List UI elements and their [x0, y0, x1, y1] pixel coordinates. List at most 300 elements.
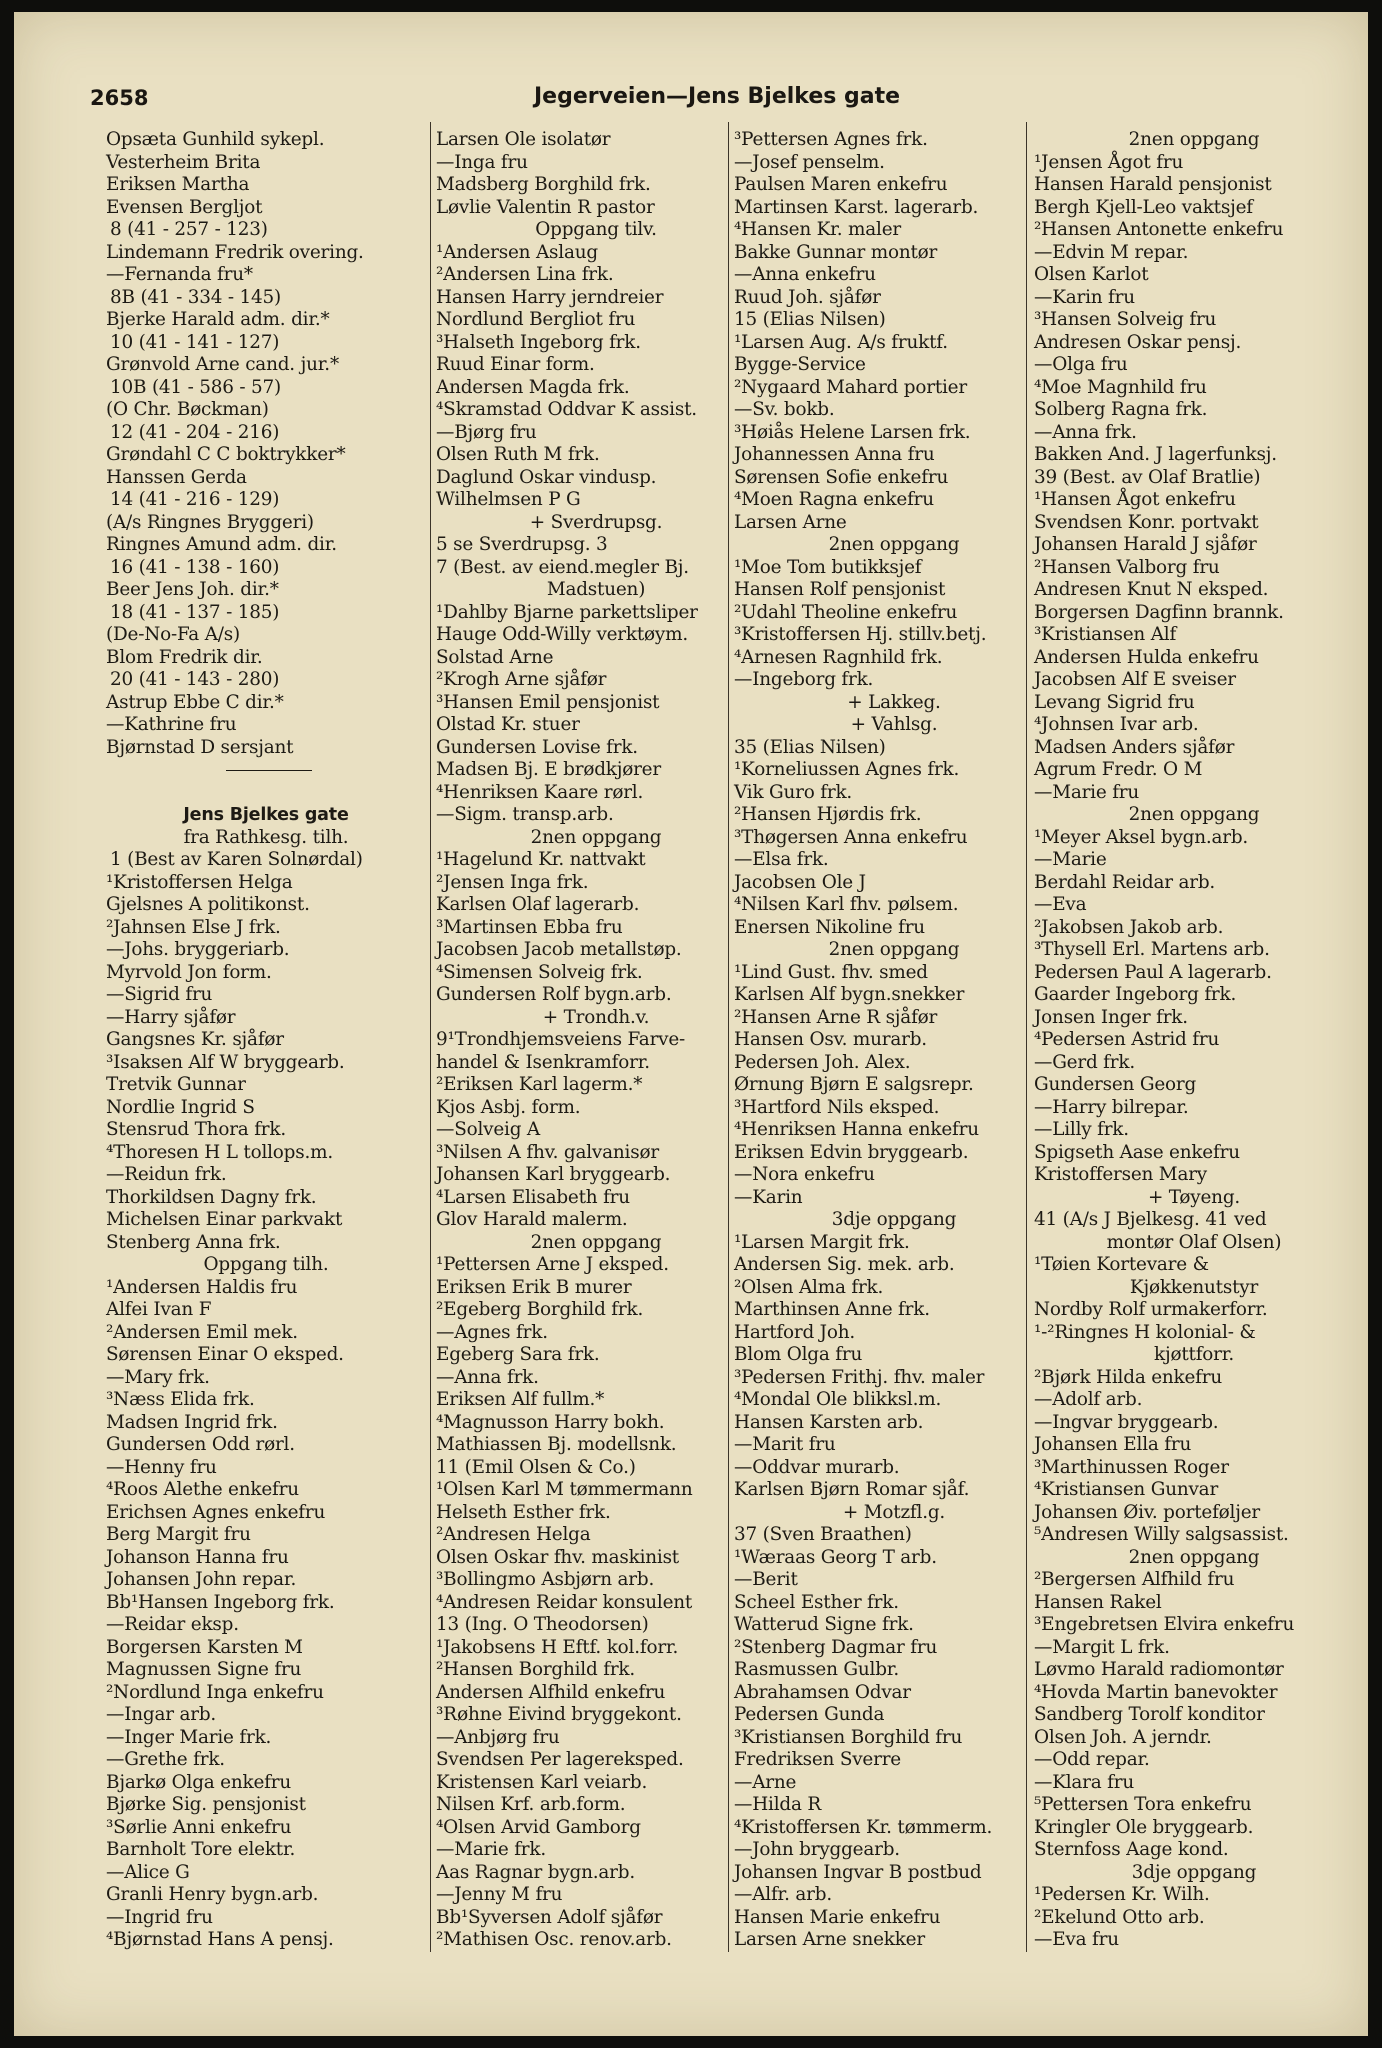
directory-entry: 7 (Best. av eiend.megler Bj.: [436, 556, 689, 578]
directory-entry: —Marit fru: [734, 1434, 836, 1455]
directory-entry: Daglund Oskar vindusp.: [436, 466, 657, 488]
directory-entry: Olsen Karlot: [1034, 264, 1149, 285]
directory-entry: ³Thøgersen Anna enkefru: [734, 826, 968, 848]
directory-entry: ³Kristiansen Borghild fru: [734, 1726, 963, 1748]
directory-entry: ⁴Moe Magnhild fru: [1034, 376, 1207, 398]
directory-entry: 11 (Emil Olsen & Co.): [436, 1456, 636, 1478]
directory-entry: ⁴Kristoffersen Kr. tømmerm.: [734, 1816, 993, 1838]
directory-entry: ¹Lind Gust. fhv. smed: [734, 961, 928, 983]
directory-entry: ⁴Thoresen H L tollops.m.: [106, 1141, 334, 1163]
directory-entry: 18 (41 - 137 - 185): [110, 601, 280, 623]
directory-entry: 12 (41 - 204 - 216): [110, 421, 280, 443]
directory-entry: ⁴Henriksen Hanna enkefru: [734, 1119, 979, 1140]
directory-entry: ¹Tøien Kortevare &: [1034, 1254, 1209, 1275]
directory-entry: ²Andersen Lina frk.: [436, 264, 614, 285]
directory-entry: ¹Andersen Aslaug: [436, 241, 598, 263]
directory-entry: Bakke Gunnar montør: [734, 241, 938, 263]
directory-entry: Bjerke Harald adm. dir.*: [106, 309, 330, 330]
directory-entry: 2nen oppgang: [530, 826, 662, 848]
directory-entry: 3dje oppgang: [831, 1209, 957, 1230]
directory-entry: ⁴Hovda Martin banevokter: [1034, 1681, 1278, 1703]
directory-entry: Hansen Marie enkefru: [734, 1906, 941, 1928]
directory-entry: [106, 759, 426, 782]
directory-entry: ⁴Andresen Reidar konsulent: [436, 1591, 693, 1613]
directory-entry: Kristoffersen Mary: [1034, 1164, 1207, 1185]
directory-entry: ⁴Bjørnstad Hans A pensj.: [106, 1929, 334, 1950]
directory-entry: Alfei Ivan F: [106, 1299, 212, 1320]
directory-entry: —Sv. bokb.: [734, 399, 835, 420]
column-divider: [430, 122, 431, 1952]
directory-entry: ⁴Nilsen Karl fhv. pølsem.: [734, 894, 959, 915]
directory-entry: Gangsnes Kr. sjåfør: [106, 1029, 284, 1050]
directory-entry: ³Bollingmo Asbjørn arb.: [436, 1569, 655, 1590]
directory-entry: ¹Pettersen Arne J eksped.: [436, 1254, 669, 1275]
directory-entry: 9¹Trondhjemsveiens Farve-: [436, 1029, 686, 1050]
directory-entry: ³Pedersen Frithj. fhv. maler: [734, 1366, 985, 1388]
directory-entry: Sternfoss Aage kond.: [1034, 1839, 1229, 1860]
directory-entry: ¹Hansen Ågot enkefru: [1034, 489, 1236, 510]
directory-entry: Oppgang tilh.: [203, 1254, 329, 1275]
directory-entry: Bjørnstad D sersjant: [106, 736, 294, 758]
directory-entry: Nordby Rolf urmakerforr.: [1034, 1299, 1268, 1320]
column-1: [106, 129, 426, 1952]
directory-entry: ⁴Moen Ragna enkefru: [734, 489, 934, 510]
directory-entry: ²Nordlund Inga enkefru: [106, 1681, 324, 1703]
directory-entry: Eriksen Martha: [106, 174, 250, 195]
directory-entry: ⁴Skramstad Oddvar K assist.: [436, 399, 697, 420]
directory-entry: + Motzfl.g.: [842, 1501, 946, 1523]
directory-entry: ¹Kristoffersen Helga: [106, 871, 293, 893]
directory-entry: Tretvik Gunnar: [106, 1074, 246, 1095]
directory-entry: ⁴Mondal Ole blikksl.m.: [734, 1389, 942, 1410]
directory-entry: Madsen Bj. E brødkjører: [436, 759, 661, 780]
directory-entry: ³Hartford Nils eksped.: [734, 1096, 940, 1118]
directory-entry: Bb¹Hansen Ingeborg frk.: [106, 1591, 335, 1613]
directory-entry: kjøttforr.: [1154, 1344, 1234, 1365]
directory-entry: Kristensen Karl veiarb.: [436, 1771, 648, 1793]
directory-entry: Jacobsen Alf E sveiser: [1034, 669, 1236, 690]
directory-entry: —Sigm. transp.arb.: [436, 804, 614, 825]
directory-entry: Johansen John repar.: [106, 1569, 297, 1590]
directory-entry: ¹Meyer Aksel bygn.arb.: [1034, 826, 1249, 848]
directory-entry: Olsen Ruth M frk.: [436, 444, 600, 465]
directory-entry: Løvlie Valentin R pastor: [436, 196, 655, 218]
directory-entry: 3dje oppgang: [1131, 1861, 1257, 1883]
directory-entry: Sørensen Einar O eksped.: [106, 1344, 344, 1365]
directory-entry: 8B (41 - 334 - 145): [110, 286, 282, 308]
directory-entry: ²Stenberg Dagmar fru: [734, 1636, 938, 1658]
directory-entry: Hansen Harry jerndreier: [436, 286, 664, 308]
directory-entry: ⁵Andresen Willy salgsassist.: [1034, 1524, 1289, 1545]
directory-entry: Glov Harald malerm.: [436, 1209, 628, 1230]
directory-entry: ³Pettersen Agnes frk.: [734, 129, 928, 150]
directory-entry: Evensen Bergljot: [106, 196, 263, 218]
directory-entry: ³Kristoffersen Hj. stillv.betj.: [734, 624, 987, 645]
directory-entry: Gundersen Odd rørl.: [106, 1434, 295, 1455]
directory-entry: Svendsen Konr. portvakt: [1034, 511, 1259, 533]
directory-entry: 2nen oppgang: [828, 534, 960, 555]
directory-entry: Borgersen Dagfinn brannk.: [1034, 601, 1284, 623]
directory-entry: Vesterheim Brita: [106, 151, 261, 173]
directory-entry: ²Hansen Antonette enkefru: [1034, 219, 1284, 240]
directory-entry: ¹Larsen Aug. A/s fruktf.: [734, 331, 948, 353]
directory-entry: ²Bjørk Hilda enkefru: [1034, 1366, 1223, 1388]
directory-entry: ⁴Hansen Kr. maler: [734, 219, 901, 240]
directory-entry: Myrvold Jon form.: [106, 961, 272, 983]
directory-entry: ¹Pedersen Kr. Wilh.: [1034, 1884, 1210, 1905]
directory-entry: Johansen Ella fru: [1034, 1434, 1192, 1455]
column-3: [734, 129, 1054, 1952]
directory-entry: —Harry sjåfør: [106, 1006, 236, 1028]
directory-entry: Ruud Joh. sjåfør: [734, 286, 881, 308]
directory-entry: —Anna enkefru: [734, 264, 876, 285]
directory-entry: —Josef penselm.: [734, 151, 885, 173]
directory-entry: 14 (41 - 216 - 129): [110, 489, 280, 510]
directory-entry: ¹Jakobsens H Eftf. kol.forr.: [436, 1636, 679, 1658]
directory-entry: —Nora enkefru: [734, 1164, 875, 1185]
directory-entry: Scheel Esther frk.: [734, 1591, 899, 1613]
directory-entry: Lindemann Fredrik overing.: [106, 241, 364, 263]
directory-entry: —Edvin M repar.: [1034, 241, 1189, 263]
directory-entry: Agrum Fredr. O M: [1034, 759, 1203, 780]
directory-entry: ⁴Pedersen Astrid fru: [1034, 1029, 1220, 1050]
directory-entry: —Bjørg fru: [436, 421, 537, 443]
directory-entry: 37 (Sven Braathen): [734, 1524, 912, 1545]
directory-entry: Madsberg Borghild frk.: [436, 174, 651, 195]
directory-entry: —Agnes frk.: [436, 1321, 548, 1343]
directory-entry: ²Hansen Hjørdis frk.: [734, 804, 922, 825]
directory-entry: Larsen Ole isolatør: [436, 129, 611, 150]
directory-entry: Pedersen Joh. Alex.: [734, 1051, 911, 1073]
directory-entry: Bygge-Service: [734, 354, 866, 375]
directory-entry: Jens Bjelkes gate: [183, 805, 349, 825]
directory-entry: Olsen Oskar fhv. maskinist: [436, 1546, 680, 1568]
directory-entry: ¹Dahlby Bjarne parkettsliper: [436, 601, 698, 623]
directory-entry: ²Hansen Valborg fru: [1034, 556, 1220, 578]
directory-entry: 15 (Elias Nilsen): [734, 309, 886, 330]
directory-entry: ³Røhne Eivind bryggekont.: [436, 1704, 682, 1725]
directory-entry: Grøndahl C C boktrykker*: [106, 444, 346, 465]
directory-entry: —Klara fru: [1034, 1771, 1135, 1793]
directory-entry: Wilhelmsen P G: [436, 489, 581, 510]
directory-entry: + Vahlsg.: [850, 714, 938, 735]
directory-entry: Opsæta Gunhild sykepl.: [106, 129, 325, 150]
directory-entry: Watterud Signe frk.: [734, 1614, 914, 1635]
directory-entry: —Hilda R: [734, 1794, 822, 1815]
directory-entry: ³Martinsen Ebba fru: [436, 916, 623, 938]
directory-entry: Ruud Einar form.: [436, 354, 595, 375]
directory-entry: Pedersen Paul A lagerarb.: [1034, 961, 1272, 983]
directory-entry: —Inga fru: [436, 151, 528, 173]
directory-entry: Rasmussen Gulbr.: [734, 1659, 900, 1680]
directory-entry: Michelsen Einar parkvakt: [106, 1209, 343, 1230]
directory-entry: ⁴Arnesen Ragnhild frk.: [734, 646, 943, 668]
directory-entry: + Tøyeng.: [1147, 1186, 1241, 1208]
directory-entry: 10B (41 - 586 - 57): [110, 376, 282, 398]
directory-entry: Andersen Hulda enkefru: [1034, 646, 1259, 668]
directory-entry: Gjelsnes A politikonst.: [106, 894, 310, 915]
directory-entry: —Alice G: [106, 1861, 190, 1883]
directory-entry: —Johs. bryggeriarb.: [106, 939, 290, 960]
directory-entry: —Anna frk.: [436, 1366, 539, 1388]
directory-entry: 10 (41 - 141 - 127): [110, 331, 280, 353]
directory-entry: ³Isaksen Alf W bryggearb.: [106, 1051, 345, 1073]
directory-entry: —Ingvar bryggearb.: [1034, 1411, 1219, 1433]
directory-entry: Johannessen Anna fru: [734, 444, 935, 465]
directory-entry: ²Udahl Theoline enkefru: [734, 601, 958, 623]
directory-entry: Bb¹Syversen Adolf sjåfør: [436, 1906, 663, 1928]
directory-entry: Jacobsen Ole J: [734, 871, 866, 893]
directory-entry: ²Nygaard Mahard portier: [734, 376, 967, 398]
directory-entry: 2nen oppgang: [828, 939, 960, 960]
directory-entry: Hansen Rakel: [1034, 1591, 1162, 1613]
directory-entry: 1 (Best av Karen Solnørdal): [110, 849, 363, 870]
directory-entry: Berg Margit fru: [106, 1524, 251, 1545]
directory-entry: 5 se Sverdrupsg. 3: [436, 534, 608, 555]
directory-entry: ¹-²Ringnes H kolonial- &: [1034, 1321, 1256, 1343]
directory-entry: ²Hansen Arne R sjåfør: [734, 1006, 938, 1028]
directory-entry: Magnussen Signe fru: [106, 1659, 302, 1680]
directory-entry: Hansen Harald pensjonist: [1034, 174, 1272, 195]
directory-entry: ²Hansen Borghild frk.: [436, 1659, 635, 1680]
directory-entry: ⁴Olsen Arvid Gamborg: [436, 1816, 641, 1838]
directory-entry: Johanson Hanna fru: [106, 1546, 289, 1568]
directory-entry: (De-No-Fa A/s): [106, 624, 241, 645]
directory-entry: Løvmo Harald radiomontør: [1034, 1659, 1284, 1680]
directory-entry: Erichsen Agnes enkefru: [106, 1501, 326, 1523]
directory-entry: Hansen Osv. murarb.: [734, 1029, 927, 1050]
directory-entry: 35 (Elias Nilsen): [734, 736, 886, 758]
directory-entry: Madsen Anders sjåfør: [1034, 736, 1235, 758]
directory-entry: Andresen Oskar pensj.: [1034, 331, 1242, 353]
directory-entry: Nordlie Ingrid S: [106, 1096, 255, 1118]
directory-entry: Johansen Harald J sjåfør: [1034, 534, 1257, 555]
directory-entry: —Solveig A: [436, 1119, 540, 1140]
directory-entry: —Ingrid fru: [106, 1906, 213, 1928]
directory-entry: ²Jahnsen Else J frk.: [106, 916, 281, 938]
page-number: 2658: [90, 86, 149, 110]
directory-entry: Andersen Alfhild enkefru: [436, 1681, 666, 1703]
directory-entry: —Eva fru: [1034, 1929, 1119, 1950]
directory-entry: 39 (Best. av Olaf Bratlie): [1034, 466, 1261, 488]
directory-entry: montør Olaf Olsen): [1106, 1231, 1282, 1253]
directory-entry: 20 (41 - 143 - 280): [110, 669, 280, 690]
directory-entry: Karlsen Alf bygn.snekker: [734, 984, 965, 1005]
directory-entry: ⁴Magnusson Harry bokh.: [436, 1411, 665, 1433]
directory-entry: —Inger Marie frk.: [106, 1726, 272, 1748]
directory-entry: ⁴Larsen Elisabeth fru: [436, 1186, 630, 1208]
directory-entry: Barnholt Tore elektr.: [106, 1839, 296, 1860]
directory-entry: —Ingeborg frk.: [734, 669, 874, 690]
directory-entry: + Sverdrupsg.: [529, 511, 663, 533]
directory-entry: —Karin: [734, 1186, 803, 1208]
directory-entry: —Gerd frk.: [1034, 1051, 1135, 1073]
directory-entry: —Elsa frk.: [734, 849, 829, 870]
directory-entry: ¹Andersen Haldis fru: [106, 1276, 298, 1298]
directory-entry: ³Kristiansen Alf: [1034, 624, 1177, 645]
directory-entry: —Reidar eksp.: [106, 1614, 239, 1635]
directory-entry: Nordlund Bergliot fru: [436, 309, 636, 330]
directory-entry: —John bryggearb.: [734, 1839, 900, 1860]
directory-entry: 41 (A/s J Bjelkesg. 41 ved: [1034, 1209, 1267, 1230]
directory-entry: ⁴Henriksen Kaare rørl.: [436, 781, 644, 803]
directory-entry: Eriksen Erik B murer: [436, 1276, 632, 1298]
directory-entry: Andersen Magda frk.: [436, 376, 630, 398]
directory-entry: ³Marthinussen Roger: [1034, 1456, 1229, 1478]
directory-entry: Paulsen Maren enkefru: [734, 174, 948, 195]
directory-entry: Stensrud Thora frk.: [106, 1119, 286, 1140]
directory-entry: Svendsen Per lagereksped.: [436, 1749, 684, 1770]
directory-entry: —Lilly frk.: [1034, 1119, 1129, 1140]
directory-entry: 8 (41 - 257 - 123): [110, 219, 268, 240]
directory-entry: ¹Wæraas Georg T arb.: [734, 1546, 937, 1568]
directory-entry: Spigseth Aase enkefru: [1034, 1141, 1240, 1163]
column-2: [436, 129, 756, 1952]
directory-entry: Madstuen): [546, 579, 646, 600]
directory-entry: Jonsen Inger frk.: [1034, 1006, 1188, 1028]
directory-entry: —Karin fru: [1034, 286, 1135, 308]
directory-entry: Gundersen Lovise frk.: [436, 736, 638, 758]
directory-entry: Hauge Odd-Willy verktøym.: [436, 624, 688, 645]
directory-page: [14, 12, 1368, 2036]
directory-entry: Larsen Arne snekker: [734, 1929, 925, 1950]
directory-entry: ¹Hagelund Kr. nattvakt: [436, 849, 646, 870]
directory-entry: —Alfr. arb.: [734, 1884, 832, 1905]
directory-entry: Kjos Asbj. form.: [436, 1096, 581, 1118]
directory-entry: Andersen Sig. mek. arb.: [734, 1254, 955, 1275]
directory-entry: 16 (41 - 138 - 160): [110, 556, 280, 578]
directory-entry: Thorkildsen Dagny frk.: [106, 1186, 317, 1208]
directory-entry: 2nen oppgang: [1128, 804, 1260, 825]
directory-entry: Gaarder Ingeborg frk.: [1034, 984, 1237, 1005]
running-head: Jegerveien—Jens Bjelkes gate: [534, 84, 901, 109]
directory-entry: ⁴Kristiansen Gunvar: [1034, 1479, 1219, 1500]
directory-entry: Enersen Nikoline fru: [734, 916, 925, 938]
directory-entry: Oppgang tilv.: [535, 219, 657, 240]
directory-entry: Kjøkkenutstyr: [1129, 1276, 1259, 1298]
directory-entry: Bergh Kjell-Leo vaktsjef: [1034, 196, 1253, 218]
directory-entry: ²Mathisen Osc. renov.arb.: [436, 1929, 672, 1950]
directory-entry: ³Halseth Ingeborg frk.: [436, 331, 641, 353]
directory-entry: —Marie fru: [1034, 781, 1140, 803]
directory-entry: ³Hansen Solveig fru: [1034, 309, 1217, 330]
directory-entry: Vik Guro frk.: [734, 781, 853, 803]
directory-entry: 2nen oppgang: [530, 1231, 662, 1253]
directory-entry: Beer Jens Joh. dir.*: [106, 579, 279, 600]
directory-entry: —Marie: [1034, 849, 1107, 870]
directory-entry: —Anna frk.: [1034, 421, 1137, 443]
directory-entry: Hartford Joh.: [734, 1321, 856, 1343]
directory-entry: Helseth Esther frk.: [436, 1501, 611, 1523]
directory-entry: Aas Ragnar bygn.arb.: [436, 1861, 635, 1883]
directory-entry: —Marie frk.: [436, 1839, 546, 1860]
directory-entry: —Jenny M fru: [436, 1884, 563, 1905]
directory-entry: Solstad Arne: [436, 646, 554, 668]
directory-entry: Borgersen Karsten M: [106, 1636, 303, 1658]
directory-entry: Ørnung Bjørn E salgsrepr.: [734, 1074, 974, 1095]
directory-entry: Hansen Rolf pensjonist: [734, 579, 946, 600]
directory-entry: handel & Isenkramforr.: [436, 1051, 650, 1073]
directory-entry: Marthinsen Anne frk.: [734, 1299, 930, 1320]
directory-entry: Larsen Arne: [734, 511, 847, 533]
directory-entry: Stenberg Anna frk.: [106, 1231, 281, 1253]
directory-entry: ³Hansen Emil pensjonist: [436, 691, 660, 713]
directory-entry: Pedersen Gunda: [734, 1704, 885, 1725]
directory-entry: Blom Fredrik dir.: [106, 646, 263, 668]
directory-entry: ²Jakobsen Jakob arb.: [1034, 916, 1224, 938]
directory-entry: ¹Moe Tom butikksjef: [734, 556, 922, 578]
directory-entry: ³Thysell Erl. Martens arb.: [1034, 939, 1270, 960]
directory-entry: ²Andresen Helga: [436, 1524, 591, 1545]
directory-entry: Bjarkø Olga enkefru: [106, 1771, 291, 1793]
directory-entry: Granli Henry bygn.arb.: [106, 1884, 319, 1905]
directory-entry: Berdahl Reidar arb.: [1034, 871, 1216, 893]
directory-entry: —Henny fru: [106, 1456, 217, 1478]
directory-entry: —Oddvar murarb.: [734, 1456, 900, 1478]
directory-entry: —Olga fru: [1034, 354, 1128, 375]
directory-entry: ¹Olsen Karl M tømmermann: [436, 1479, 693, 1500]
directory-entry: + Trondh.v.: [542, 1006, 650, 1028]
directory-entry: —Grethe frk.: [106, 1749, 225, 1770]
directory-entry: Andresen Knut N eksped.: [1034, 579, 1269, 600]
directory-entry: Eriksen Edvin bryggearb.: [734, 1141, 969, 1163]
directory-entry: —Berit: [734, 1569, 798, 1590]
directory-entry: Karlsen Olaf lagerarb.: [436, 894, 640, 915]
directory-entry: ²Eriksen Karl lagerm.*: [436, 1074, 643, 1095]
directory-entry: —Reidun frk.: [106, 1164, 227, 1185]
directory-entry: Egeberg Sara frk.: [436, 1344, 600, 1365]
directory-entry: Jacobsen Jacob metallstøp.: [436, 939, 682, 960]
directory-entry: ¹Larsen Margit frk.: [734, 1231, 910, 1253]
directory-entry: Gundersen Georg: [1034, 1074, 1197, 1095]
directory-entry: ²Andersen Emil mek.: [106, 1321, 298, 1343]
directory-entry: ¹Jensen Ågot fru: [1034, 151, 1184, 173]
directory-entry: Nilsen Krf. arb.form.: [436, 1794, 626, 1815]
directory-entry: Abrahamsen Odvar: [734, 1681, 911, 1703]
directory-entry: fra Rathkesg. tilh.: [183, 826, 349, 848]
directory-entry: Sandberg Torolf konditor: [1034, 1704, 1265, 1725]
directory-entry: Johansen Ingvar B postbud: [734, 1861, 982, 1883]
directory-entry: —Mary frk.: [106, 1366, 210, 1388]
directory-entry: Hanssen Gerda: [106, 466, 247, 488]
directory-entry: ³Høiås Helene Larsen frk.: [734, 421, 971, 443]
directory-entry: ²Bergersen Alfhild fru: [1034, 1569, 1235, 1590]
directory-entry: —Harry bilrepar.: [1034, 1096, 1189, 1118]
directory-entry: + Lakkeg.: [847, 691, 941, 713]
directory-entry: Kringler Ole bryggearb.: [1034, 1816, 1254, 1838]
directory-entry: (A/s Ringnes Bryggeri): [106, 511, 314, 533]
directory-entry: Hansen Karsten arb.: [734, 1411, 924, 1433]
directory-entry: Ringnes Amund adm. dir.: [106, 534, 337, 555]
directory-entry: ⁴Simensen Solveig frk.: [436, 961, 643, 983]
directory-entry: Fredriksen Sverre: [734, 1749, 901, 1770]
directory-entry: [106, 782, 426, 805]
directory-entry: ³Engebretsen Elvira enkefru: [1034, 1614, 1295, 1635]
directory-entry: —Ingar arb.: [106, 1704, 217, 1725]
directory-entry: —Adolf arb.: [1034, 1389, 1143, 1410]
directory-entry: —Margit L frk.: [1034, 1636, 1170, 1658]
directory-entry: —Eva: [1034, 894, 1087, 915]
directory-entry: Sørensen Sofie enkefru: [734, 466, 949, 488]
directory-entry: —Fernanda fru*: [106, 264, 253, 285]
directory-entry: Karlsen Bjørn Romar sjåf.: [734, 1479, 970, 1500]
directory-entry: 2nen oppgang: [1128, 1546, 1260, 1568]
directory-entry: —Anbjørg fru: [436, 1726, 560, 1748]
directory-entry: (O Chr. Bøckman): [106, 399, 269, 420]
directory-entry: Bakken And. J lagerfunksj.: [1034, 444, 1277, 465]
directory-entry: ¹Korneliussen Agnes frk.: [734, 759, 960, 780]
directory-entry: —Sigrid fru: [106, 984, 213, 1005]
